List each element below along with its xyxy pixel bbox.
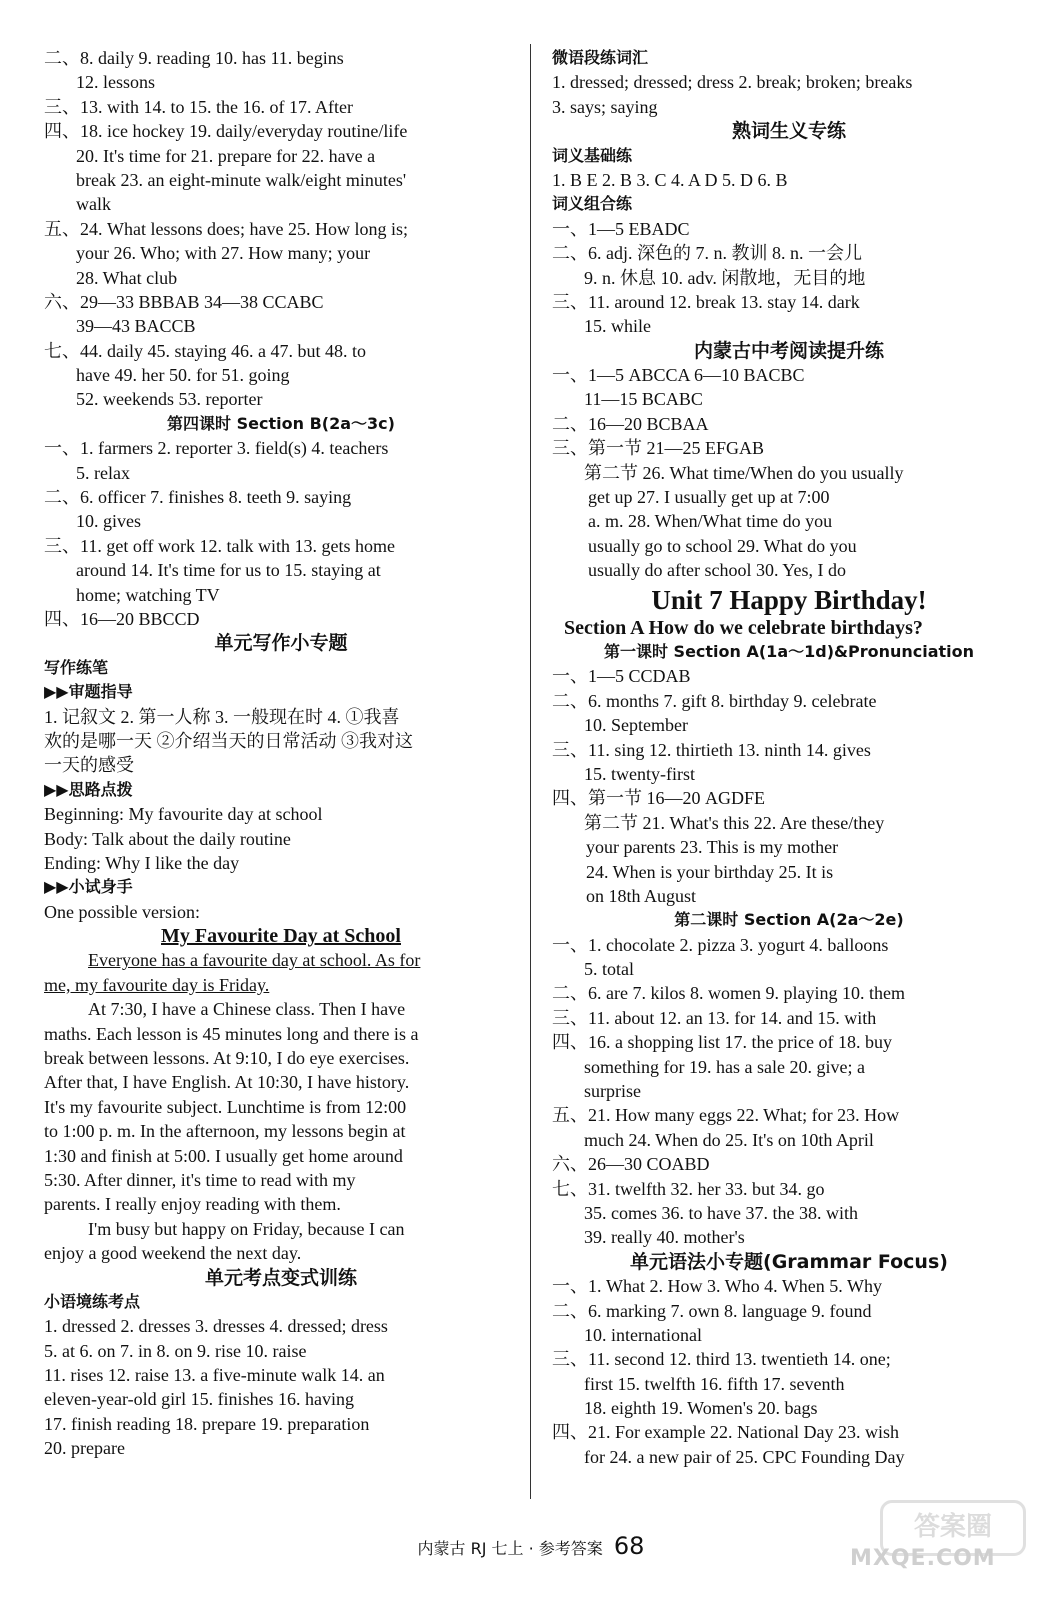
left-column-line: Body: Talk about the daily routine: [44, 828, 291, 849]
left-column-line: ▶▶思路点拨: [44, 779, 133, 799]
right-column-line: 第二节 21. What's this 22. Are these/they: [584, 812, 885, 833]
right-column-line: 四、21. For example 22. National Day 23. wish: [552, 1422, 899, 1443]
left-column-line: My Favourite Day at School: [161, 925, 401, 948]
column-divider: [530, 44, 531, 1499]
left-column-line: me, my favourite day is Friday.: [44, 974, 270, 995]
right-column-line: 10. September: [584, 715, 688, 736]
right-column-line: 二、6. marking 7. own 8. language 9. found: [552, 1300, 872, 1321]
right-column-line: 六、26—30 COABD: [552, 1154, 710, 1175]
left-column-line: enjoy a good weekend the next day.: [44, 1243, 302, 1264]
right-column-line: 三、11. around 12. break 13. stay 14. dark: [552, 291, 860, 312]
left-column-line: 20. prepare: [44, 1438, 125, 1459]
left-column-line: 28. What club: [76, 267, 178, 288]
left-column-line: 二、8. daily 9. reading 10. has 11. begins: [44, 48, 344, 68]
right-column: [552, 46, 1026, 1469]
left-column-line: break between lessons. At 9:10, I do eye exercises.: [44, 1048, 410, 1069]
left-column-line: 四、18. ice hockey 19. daily/everyday routine/life: [44, 121, 408, 142]
right-column-line: 四、第一节 16—20 AGDFE: [552, 788, 766, 809]
left-column-line: 二、6. officer 7. finishes 8. teeth 9. saying: [44, 487, 352, 508]
left-column-line: 5. at 6. on 7. in 8. on 9. rise 10. raise: [44, 1340, 307, 1361]
left-column-line: 5:30. After dinner, it's time to read with my: [44, 1169, 356, 1190]
left-column-line: Ending: Why I like the day: [44, 852, 240, 873]
right-column-line: 熟词生义专练: [731, 120, 846, 143]
page-number: 68: [613, 1532, 645, 1560]
left-column-line: Beginning: My favourite day at school: [44, 804, 323, 825]
right-column-line: 24. When is your birthday 25. It is: [586, 861, 834, 882]
right-column-line: 第一课时 Section A(1a～1d)&Pronunciation: [603, 641, 975, 661]
right-column-line: Unit 7 Happy Birthday!: [651, 584, 927, 615]
left-column-line: 52. weekends 53. reporter: [76, 389, 263, 410]
left-column-line: your 26. Who; with 27. How many; your: [76, 243, 371, 264]
left-column-line: After that, I have English. At 10:30, I have history.: [44, 1072, 410, 1093]
left-column-line: I'm busy but happy on Friday, because I can: [88, 1218, 405, 1239]
left-column-line: 六、29—33 BBBAB 34—38 CCABC: [44, 291, 324, 312]
right-column-line: 五、21. How many eggs 22. What; for 23. How: [552, 1105, 900, 1126]
left-column-line: 四、16—20 BBCCD: [44, 608, 200, 629]
right-column-line: 三、11. second 12. third 13. twentieth 14. one;: [552, 1349, 891, 1370]
left-column-line: walk: [76, 194, 111, 215]
right-column-line: 第二节 26. What time/When do you usually: [584, 462, 904, 483]
right-column-line: 内蒙古中考阅读提升练: [693, 339, 884, 362]
left-column-line: 一天的感受: [44, 755, 134, 776]
right-column-line: 微语段练词汇: [552, 48, 649, 67]
left-column-line: 5. relax: [76, 462, 130, 483]
left-column-line: One possible version:: [44, 901, 200, 922]
left-column-line: ▶▶小试身手: [44, 877, 133, 897]
right-column-line: 二、6. months 7. gift 8. birthday 9. celebrate: [552, 690, 877, 711]
right-column-line: 35. comes 36. to have 37. the 38. with: [584, 1202, 858, 1223]
right-column-line: 1. dressed; dressed; dress 2. break; broken; breaks: [552, 72, 913, 93]
right-column-line: 二、16—20 BCBAA: [552, 413, 709, 434]
left-column-line: 第四课时 Section B(2a～3c): [167, 413, 395, 433]
right-column-line: 一、1. chocolate 2. pizza 3. yogurt 4. balloons: [552, 934, 889, 955]
right-column-line: 三、11. sing 12. thirtieth 13. ninth 14. gives: [552, 739, 871, 760]
left-column-line: 17. finish reading 18. prepare 19. preparation: [44, 1413, 370, 1434]
left-column-line: 10. gives: [76, 511, 141, 532]
right-column-line: 一、1. What 2. How 3. Who 4. When 5. Why: [552, 1276, 882, 1297]
left-column-line: 七、44. daily 45. staying 46. a 47. but 48. to: [44, 340, 366, 361]
left-column-line: 单元写作小专题: [214, 632, 348, 655]
right-column-line: Section A How do we celebrate birthdays?: [564, 616, 923, 639]
right-column-line: 三、11. about 12. an 13. for 14. and 15. with: [552, 1007, 877, 1028]
left-column-line: maths. Each lesson is 45 minutes long and there is a: [44, 1023, 419, 1044]
left-column-line: 12. lessons: [76, 72, 156, 93]
left-column-line: 五、24. What lessons does; have 25. How long is;: [44, 218, 408, 239]
right-column-line: 9. n. 休息 10. adv. 闲散地，无目的地: [584, 267, 866, 288]
left-column-line: 11. rises 12. raise 13. a five-minute walk 14. an: [44, 1365, 385, 1386]
right-column-line: 3. says; saying: [552, 96, 658, 117]
left-column-line: home; watching TV: [76, 584, 220, 605]
right-column-line: 5. total: [584, 959, 634, 980]
left-column-line: 小语境练考点: [44, 1291, 141, 1311]
right-column-line: first 15. twelfth 16. fifth 17. seventh: [584, 1373, 845, 1394]
left-column-line: break 23. an eight-minute walk/eight minutes': [76, 169, 407, 190]
right-column-line: on 18th August: [586, 885, 697, 906]
left-column-line: 一、1. farmers 2. reporter 3. field(s) 4. teachers: [44, 438, 389, 459]
right-column-line: 一、1—5 EBADC: [552, 218, 690, 239]
right-column-line: something for 19. has a sale 20. give; a: [584, 1056, 865, 1077]
right-column-line: 三、第一节 21—25 EFGAB: [552, 438, 765, 459]
left-column: [44, 46, 518, 1461]
footer-label: 内蒙古 RJ 七上 · 参考答案: [417, 1539, 603, 1558]
right-column-line: 一、1—5 ABCCA 6—10 BACBC: [552, 365, 805, 386]
left-column-line: At 7:30, I have a Chinese class. Then I have: [88, 999, 406, 1020]
left-column-line: It's my favourite subject. Lunchtime is from 12:00: [44, 1096, 407, 1117]
right-column-line: a. m. 28. When/What time do you: [588, 511, 833, 532]
left-column-line: Everyone has a favourite day at school. As for: [88, 950, 421, 971]
right-column-line: 四、16. a shopping list 17. the price of 18. buy: [552, 1032, 892, 1053]
left-column-line: have 49. her 50. for 51. going: [76, 365, 290, 386]
left-column-line: 1. dressed 2. dresses 3. dresses 4. dressed; dress: [44, 1316, 388, 1337]
left-column-line: around 14. It's time for us to 15. staying at: [76, 560, 381, 581]
left-column-line: to 1:00 p. m. In the afternoon, my lessons begin at: [44, 1121, 406, 1142]
left-column-line: ▶▶审题指导: [44, 682, 133, 702]
left-column-line: 20. It's time for 21. prepare for 22. have a: [76, 145, 376, 166]
right-column-line: 二、6. are 7. kilos 8. women 9. playing 10. them: [552, 983, 905, 1004]
right-column-line: 15. while: [584, 316, 651, 337]
right-column-line: 二、6. adj. 深色的 7. n. 教训 8. n. 一会儿: [552, 243, 862, 264]
left-column-line: eleven-year-old girl 15. finishes 16. having: [44, 1389, 355, 1410]
left-column-line: 欢的是哪一天 ②介绍当天的日常活动 ③我对这: [44, 730, 413, 751]
right-column-line: 11—15 BCABC: [584, 389, 703, 410]
right-column-line: surprise: [584, 1081, 641, 1102]
right-column-line: 单元语法小专题(Grammar Focus): [630, 1250, 948, 1273]
left-column-line: 39—43 BACCB: [76, 316, 196, 337]
right-column-line: get up 27. I usually get up at 7:00: [588, 487, 830, 508]
right-column-line: 七、31. twelfth 32. her 33. but 34. go: [552, 1178, 825, 1199]
left-column-line: 三、11. get off work 12. talk with 13. gets home: [44, 535, 395, 556]
right-column-line: 1. B E 2. B 3. C 4. A D 5. D 6. B: [552, 169, 788, 190]
left-column-line: 三、13. with 14. to 15. the 16. of 17. After: [44, 96, 353, 117]
right-column-line: 词义组合练: [552, 194, 633, 214]
right-column-line: 10. international: [584, 1324, 702, 1345]
watermark-logo: 答案圈: [880, 1500, 1026, 1556]
right-column-line: 第二课时 Section A(2a～2e): [674, 910, 904, 930]
right-column-line: for 24. a new pair of 25. CPC Founding Day: [584, 1446, 905, 1467]
left-column-line: parents. I really enjoy reading with them.: [44, 1194, 341, 1215]
right-column-line: usually do after school 30. Yes, I do: [588, 560, 846, 581]
right-column-line: 15. twenty-first: [584, 763, 695, 784]
right-column-line: your parents 23. This is my mother: [586, 837, 839, 858]
right-column-line: 一、1—5 CCDAB: [552, 666, 691, 687]
right-column-line: much 24. When do 25. It's on 10th April: [584, 1129, 874, 1150]
watermark: MXQE.COM: [850, 1546, 996, 1571]
left-column-line: 单元考点变式训练: [204, 1266, 357, 1289]
right-column-line: 39. really 40. mother's: [584, 1227, 745, 1248]
left-column-line: 写作练笔: [44, 657, 109, 677]
right-column-line: usually go to school 29. What do you: [588, 535, 857, 556]
right-column-line: 词义基础练: [552, 145, 633, 165]
right-column-line: 18. eighth 19. Women's 20. bags: [584, 1398, 818, 1419]
left-column-line: 1:30 and finish at 5:00. I usually get home around: [44, 1145, 403, 1166]
left-column-line: 1. 记叙文 2. 第一人称 3. 一般现在时 4. ①我喜: [44, 706, 400, 727]
